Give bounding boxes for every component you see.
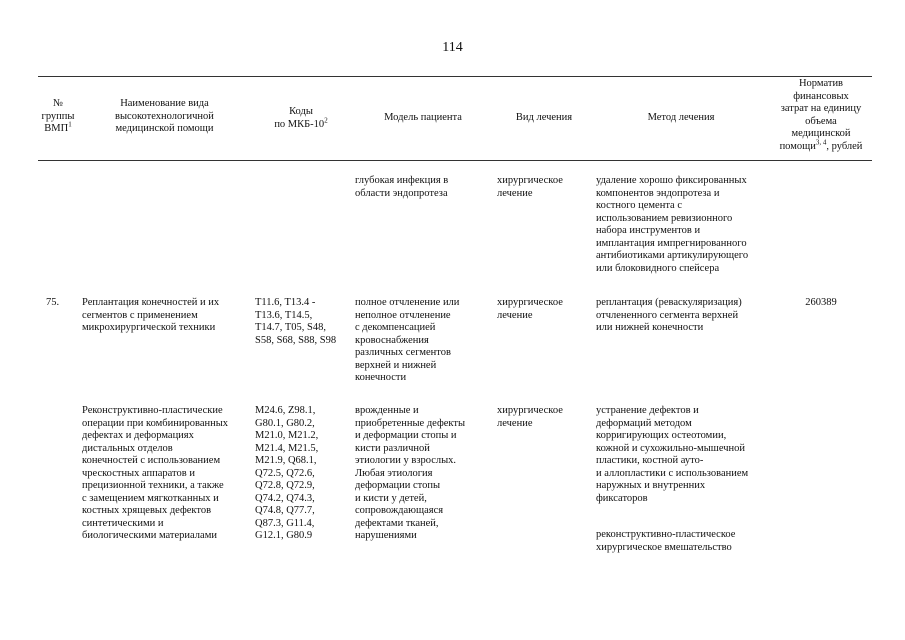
header-treatment-type: Вид лечения [515, 112, 573, 123]
row3-treatment-method-2: реконструктивно-пластическое хирургическое вмешательство [596, 529, 736, 553]
row2-treatment-method: реплантация (реваскуляризация) отчлененного сегмента верхней или нижней конечности [596, 297, 742, 333]
row3-icd-codes: M24.6, Z98.1, G80.1, G80.2, M21.0, M21.2, M21.4, M21.5, M21.9, Q68.1, Q72.5, Q72.6, Q72.8, Q72.9, Q74.2, Q74.3, Q74.8, Q77.7, Q87.3, G11.4, G12.1, G80.9 [255, 405, 319, 541]
row2-financial-norm: 260389 [805, 297, 837, 308]
header-financial-norm: Норматив финансовых затрат на единицу объема медицинской помощи$^{3, 4}$, рублей [779, 78, 863, 152]
row2-patient-model: полное отчленение или неполное отчленение с декомпенсацией кровоснабжения различных сегментов верхней и нижней конечности [355, 297, 460, 383]
row3-treatment-method: устранение дефектов и деформаций методом корригирующих остеотомии, кожной и сухожильно-мышечной пластики, костной ауто- и аллопластики с использованием наружных и внутренних фиксаторов [596, 405, 749, 504]
header-group-number: № группы ВМП$^1$ [41, 98, 75, 134]
row1-treatment-method: удаление хорошо фиксированных компонентов эндопротеза и костного цемента с использованием ревизионного набора инструментов и имплантация импрегнированного антибиотиками артикулирующего или блоковидного спейсера [596, 175, 749, 274]
header-patient-model: Модель пациента [384, 112, 462, 123]
header-care-type-name: Наименование вида высокотехнологичной медицинской помощи [115, 98, 214, 134]
header-icd-codes: Коды по МКБ-$10^2$ [274, 106, 328, 130]
header-treatment-method: Метод лечения [647, 112, 715, 123]
header-top-rule [38, 76, 872, 77]
page-number: 114 [442, 40, 463, 55]
row2-icd-codes: T11.6, T13.4 - T13.6, T14.5, T14.7, T05, S48, S58, S68, S88, S98 [255, 297, 337, 346]
row3-care-type-name: Реконструктивно-пластические операции при комбинированных дефектах и деформациях дистальных отделов конечностей с использованием чрескостных аппаратов и прецизионной техники, а также с замещением мягкотканных и костных хрящевых дефектов синтетическими и биологическими материалами [82, 405, 229, 541]
row1-treatment-type: хирургическое лечение [497, 175, 563, 199]
row2-treatment-type: хирургическое лечение [497, 297, 563, 321]
header-bottom-rule [38, 160, 872, 161]
row2-care-type-name: Реплантация конечностей и их сегментов с применением микрохирургической техники [82, 297, 220, 333]
row3-patient-model: врожденные и приобретенные дефекты и деформации стопы и кисти различной этиологии у взрослых. Любая этиология деформации стопы и кисти у детей, сопровождающаяся дефектами тканей, нарушениями [355, 405, 466, 541]
row2-group-number: 75. [46, 297, 60, 308]
row1-patient-model: глубокая инфекция в области эндопротеза [355, 175, 449, 199]
row3-treatment-type: хирургическое лечение [497, 405, 563, 429]
